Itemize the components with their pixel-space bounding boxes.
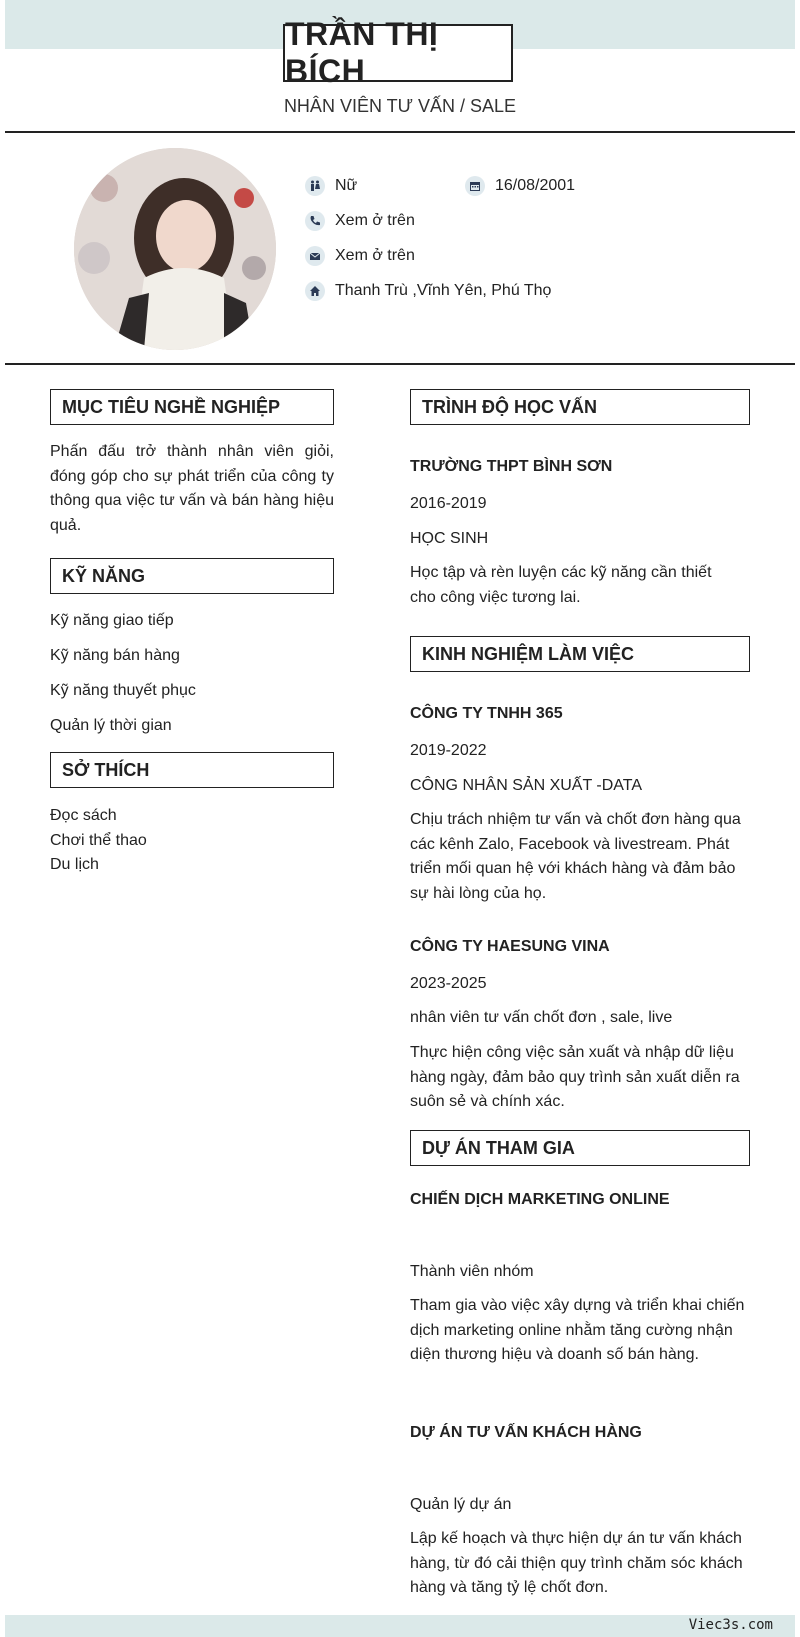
phone-icon: [305, 211, 325, 231]
company-name: CÔNG TY HAESUNG VINA: [410, 938, 610, 955]
objective-heading: MỤC TIÊU NGHỀ NGHIỆP: [50, 389, 334, 425]
project-desc: Lập kế hoạch và thực hiện dự án tư vấn khách hàng, từ đó cải thiện quy trình chăm sóc khách hàng và tăng tỷ lệ chốt đơn.: [410, 1530, 743, 1596]
hobbies-heading: SỞ THÍCH: [50, 752, 334, 788]
footer-band: [5, 1615, 795, 1637]
gender-icon: [305, 176, 325, 196]
job-title: NHÂN VIÊN TƯ VẤN / SALE: [283, 96, 517, 116]
email-row: [305, 246, 415, 266]
name-box: [283, 16, 513, 89]
address-value: Thanh Trù ,Vĩnh Yên, Phú Thọ: [335, 282, 552, 299]
experience-heading: KINH NGHIỆM LÀM VIỆC: [410, 636, 750, 672]
envelope-icon: [305, 246, 325, 266]
objective-text: Phấn đấu trở thành nhân viên giỏi, đóng góp cho sự phát triển của công ty thông qua việc tư vấn và bán hàng hiệu quả.: [50, 443, 334, 534]
home-icon: [305, 281, 325, 301]
project-name: DỰ ÁN TƯ VẤN KHÁCH HÀNG: [410, 1424, 642, 1441]
gender-value: Nữ: [335, 177, 358, 194]
hobby-item: Đọc sách: [50, 807, 117, 824]
job-desc: Chịu trách nhiệm tư vấn và chốt đơn hàng qua các kênh Zalo, Facebook và livestream. Phát triển mối quan hệ với khách hàng và đảm bảo sự hài lòng của họ.: [410, 811, 741, 902]
education-heading: TRÌNH ĐỘ HỌC VẤN: [410, 389, 750, 425]
skill-item: Quản lý thời gian: [50, 717, 172, 734]
job-position: nhân viên tư vấn chốt đơn , sale, live: [410, 1009, 673, 1026]
gender-row: [305, 176, 357, 196]
divider-middle: [5, 363, 795, 365]
company-name: CÔNG TY TNHH 365: [410, 705, 563, 722]
project-role: Thành viên nhóm: [410, 1263, 534, 1280]
education-period: 2016-2019: [410, 495, 487, 512]
project-desc: Tham gia vào việc xây dựng và triển khai chiến dịch marketing online nhằm tăng cường nhận diện thương hiệu và doanh số bán hàng.: [410, 1297, 745, 1363]
job-period: 2023-2025: [410, 975, 487, 992]
education-role: HỌC SINH: [410, 530, 489, 547]
hobby-item: Chơi thể thao: [50, 832, 147, 849]
skills-heading: KỸ NĂNG: [50, 558, 334, 594]
dob-value: 16/08/2001: [495, 177, 576, 194]
profile-photo: [74, 148, 276, 350]
watermark: Viec3s.com: [688, 1617, 773, 1633]
project-name: CHIẾN DỊCH MARKETING ONLINE: [410, 1191, 670, 1208]
hobby-item: Du lịch: [50, 856, 99, 873]
skill-item: Kỹ năng giao tiếp: [50, 612, 174, 629]
job-period: 2019-2022: [410, 742, 487, 759]
skill-item: Kỹ năng bán hàng: [50, 647, 180, 664]
address-row: [305, 281, 551, 301]
education-desc: Học tập và rèn luyện các kỹ năng cần thiết cho công việc tương lai.: [410, 564, 712, 606]
divider-top: [5, 131, 795, 133]
project-role: Quản lý dự án: [410, 1496, 512, 1513]
job-desc: Thực hiện công việc sản xuất và nhập dữ liệu hàng ngày, đảm bảo quy trình sản xuất diễn ra suôn sẻ và chính xác.: [410, 1044, 740, 1110]
calendar-icon: [465, 176, 485, 196]
projects-heading: DỰ ÁN THAM GIA: [410, 1130, 750, 1166]
phone-value: Xem ở trên: [335, 212, 415, 229]
candidate-name: TRẦN THỊ BÍCH: [285, 16, 439, 89]
school-name: TRƯỜNG THPT BÌNH SƠN: [410, 458, 613, 475]
dob-row: [465, 176, 575, 196]
phone-row: [305, 211, 415, 231]
job-position: CÔNG NHÂN SẢN XUẤT -DATA: [410, 777, 643, 794]
email-value: Xem ở trên: [335, 247, 415, 264]
skill-item: Kỹ năng thuyết phục: [50, 682, 196, 699]
